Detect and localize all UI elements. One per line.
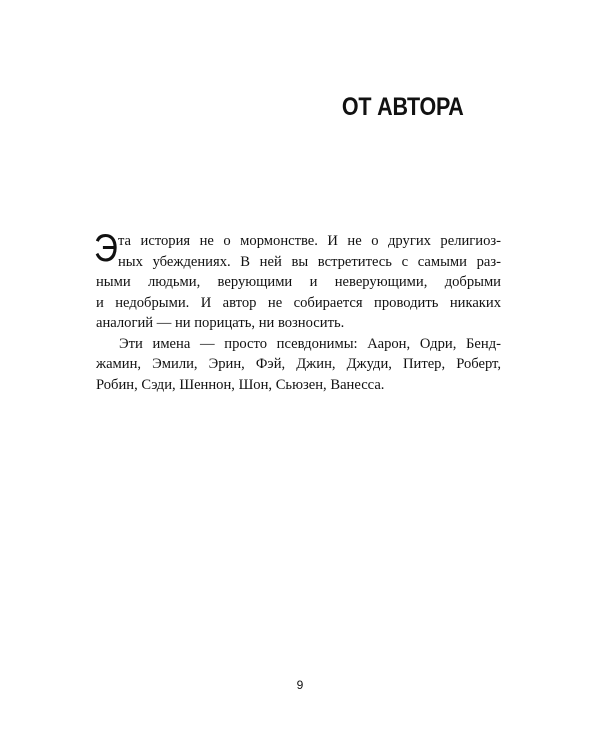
- drop-cap: Э: [94, 227, 118, 270]
- text-line: и недобрыми. И автор не собирается проводить никаких: [96, 294, 501, 311]
- text-line: жамин, Эмили, Эрин, Фэй, Джин, Джуди, Питер, Роберт,: [96, 356, 501, 372]
- text-line: ными людьми, верующими и неверующими, добрыми: [96, 274, 501, 290]
- text-line: та история не о мормонстве. И не о других религиоз-: [118, 233, 501, 249]
- text-line: аналогий — ни порицать, ни возносить.: [96, 315, 345, 331]
- paragraph-2: [96, 334, 501, 396]
- paragraph-1: [94, 227, 501, 334]
- chapter-heading: ОТ АВТОРА: [342, 93, 464, 121]
- text-line: ных убеждениях. В ней вы встретитесь с самыми раз-: [118, 253, 501, 270]
- text-line: Эти имена — просто псевдонимы: Аарон, Одри, Бенд-: [119, 335, 501, 352]
- page-number: 9: [296, 678, 304, 692]
- text-line: Робин, Сэди, Шеннон, Шон, Сьюзен, Ванесса.: [96, 376, 385, 393]
- body-text: [94, 227, 501, 395]
